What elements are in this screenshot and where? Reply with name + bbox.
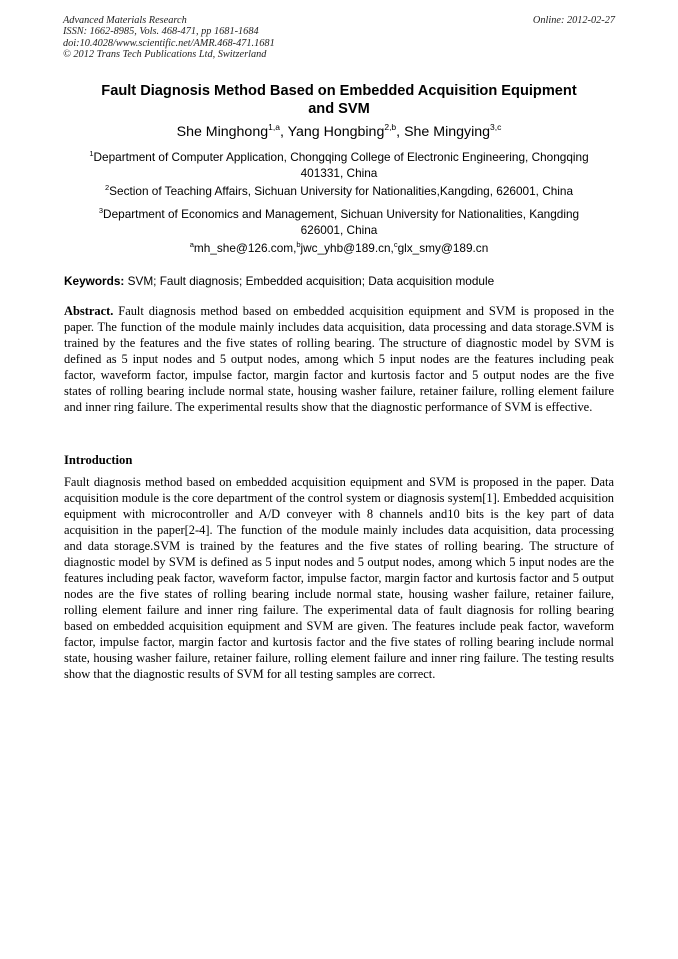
abstract-text: Fault diagnosis method based on embedded acquisition equipment and SVM is proposed in the paper. The function of the module mainly includes data acquisition, data processing and data storage.SVM is trained by the features and the five states of rolling bearing. The structure of diagnostic model by SVM is defined as 5 input nodes and 5 output nodes, among which 5 input nodes are the features including peak factor, waveform factor, impulse factor, margin factor and kurtosis factor and 5 output nodes are the five states of rolling bearing include normal state, housing washer failure, retainer failure, rolling element failure and inner ring failure. The experimental results show that the diagnostic performance of SVM is effective.	[64, 304, 614, 414]
abstract-label: Abstract.	[64, 304, 114, 318]
author-name: Yang Hongbing	[287, 124, 385, 140]
journal-name: Advanced Materials Research	[63, 15, 187, 26]
author-superscript: 2,b	[384, 122, 397, 132]
keywords-label: Keywords:	[64, 274, 125, 288]
email-mark: b	[296, 240, 301, 249]
section-heading-introduction: Introduction	[64, 453, 133, 467]
affiliation-2	[63, 184, 615, 200]
keywords-text: SVM; Fault diagnosis; Embedded acquisition; Data acquisition module	[124, 274, 495, 288]
affiliation-text: Department of Economics and Management, Sichuan University for Nationalities, Kangding	[103, 207, 580, 221]
author-superscript: 1,a	[268, 122, 280, 132]
email-mark: c	[393, 240, 398, 249]
doi-line: doi:10.4028/www.scientific.net/AMR.468-471.1681	[63, 37, 275, 49]
affiliation-text: 626001, China	[300, 222, 378, 237]
title-line-2: and SVM	[308, 101, 370, 117]
affiliation-mark: 3	[98, 206, 104, 215]
affiliation-text: Department of Computer Application, Chongqing College of Electronic Engineering, Chongqing	[93, 150, 589, 164]
journal-info	[63, 15, 275, 61]
title-line-1: Fault Diagnosis Method Based on Embedded Acquisition Equipment	[101, 83, 577, 99]
copyright-line: © 2012 Trans Tech Publications Ltd, Switzerland	[63, 49, 267, 61]
affiliation-3	[63, 207, 615, 238]
author-separator: ,	[279, 124, 288, 140]
online-date: Online: 2012-02-27	[532, 15, 615, 26]
paper-title	[63, 82, 615, 118]
issn-line: ISSN: 1662-8985, Vols. 468-471, pp 1681-1684	[63, 26, 259, 38]
affiliation-mark: 2	[104, 183, 110, 192]
author-list	[63, 123, 615, 141]
affiliation-mark: 1	[89, 149, 94, 158]
author-name: She Mingying	[404, 124, 491, 140]
email-mark: a	[189, 240, 194, 249]
author-name: She Minghong	[176, 124, 269, 140]
affiliation-text: 401331, China	[300, 165, 378, 180]
affiliation-1	[63, 150, 615, 181]
email-text: mh_she@126.com,	[193, 241, 297, 255]
keywords	[64, 274, 616, 290]
abstract	[64, 303, 614, 415]
affiliation-text: Section of Teaching Affairs, Sichuan University for Nationalities,Kangding, 626001, China	[109, 184, 574, 198]
author-emails	[63, 241, 615, 257]
author-separator: ,	[396, 124, 405, 140]
introduction-text: Fault diagnosis method based on embedded acquisition equipment and SVM is proposed in the paper. Data acquisition module is the core department of the control system or diagnosis system[1]. Embedded acquisition equipment with microcontroller and A/D conveyer with 8 channels and10 bits is the key part of data acquisition in the paper[2-4]. The function of the module mainly includes data acquisition, data processing and data storage.SVM is trained by the features and the five states of rolling bearing. The structure of diagnostic model by SVM is defined as 5 input nodes and 5 output nodes, among which 5 input nodes are the features including peak factor, waveform factor, impulse factor, margin factor and kurtosis factor and 5 output nodes are the five states of rolling bearing include normal state, housing washer failure, retainer failure, rolling element failure and inner ring failure. The experimental data of fault diagnosis for rolling bearing based on embedded acquisition equipment and SVM are given. The features include peak factor, waveform factor, impulse factor, margin factor and kurtosis factor and the five states of rolling bearing include normal state, housing washer failure, retainer failure, rolling element failure and inner ring failure. The testing results show that the diagnostic results of SVM for all testing samples are correct.	[64, 475, 614, 681]
email-text: jwc_yhb@189.cn,	[300, 241, 394, 255]
author-superscript: 3,c	[490, 122, 502, 132]
email-text: glx_smy@189.cn	[397, 241, 489, 255]
